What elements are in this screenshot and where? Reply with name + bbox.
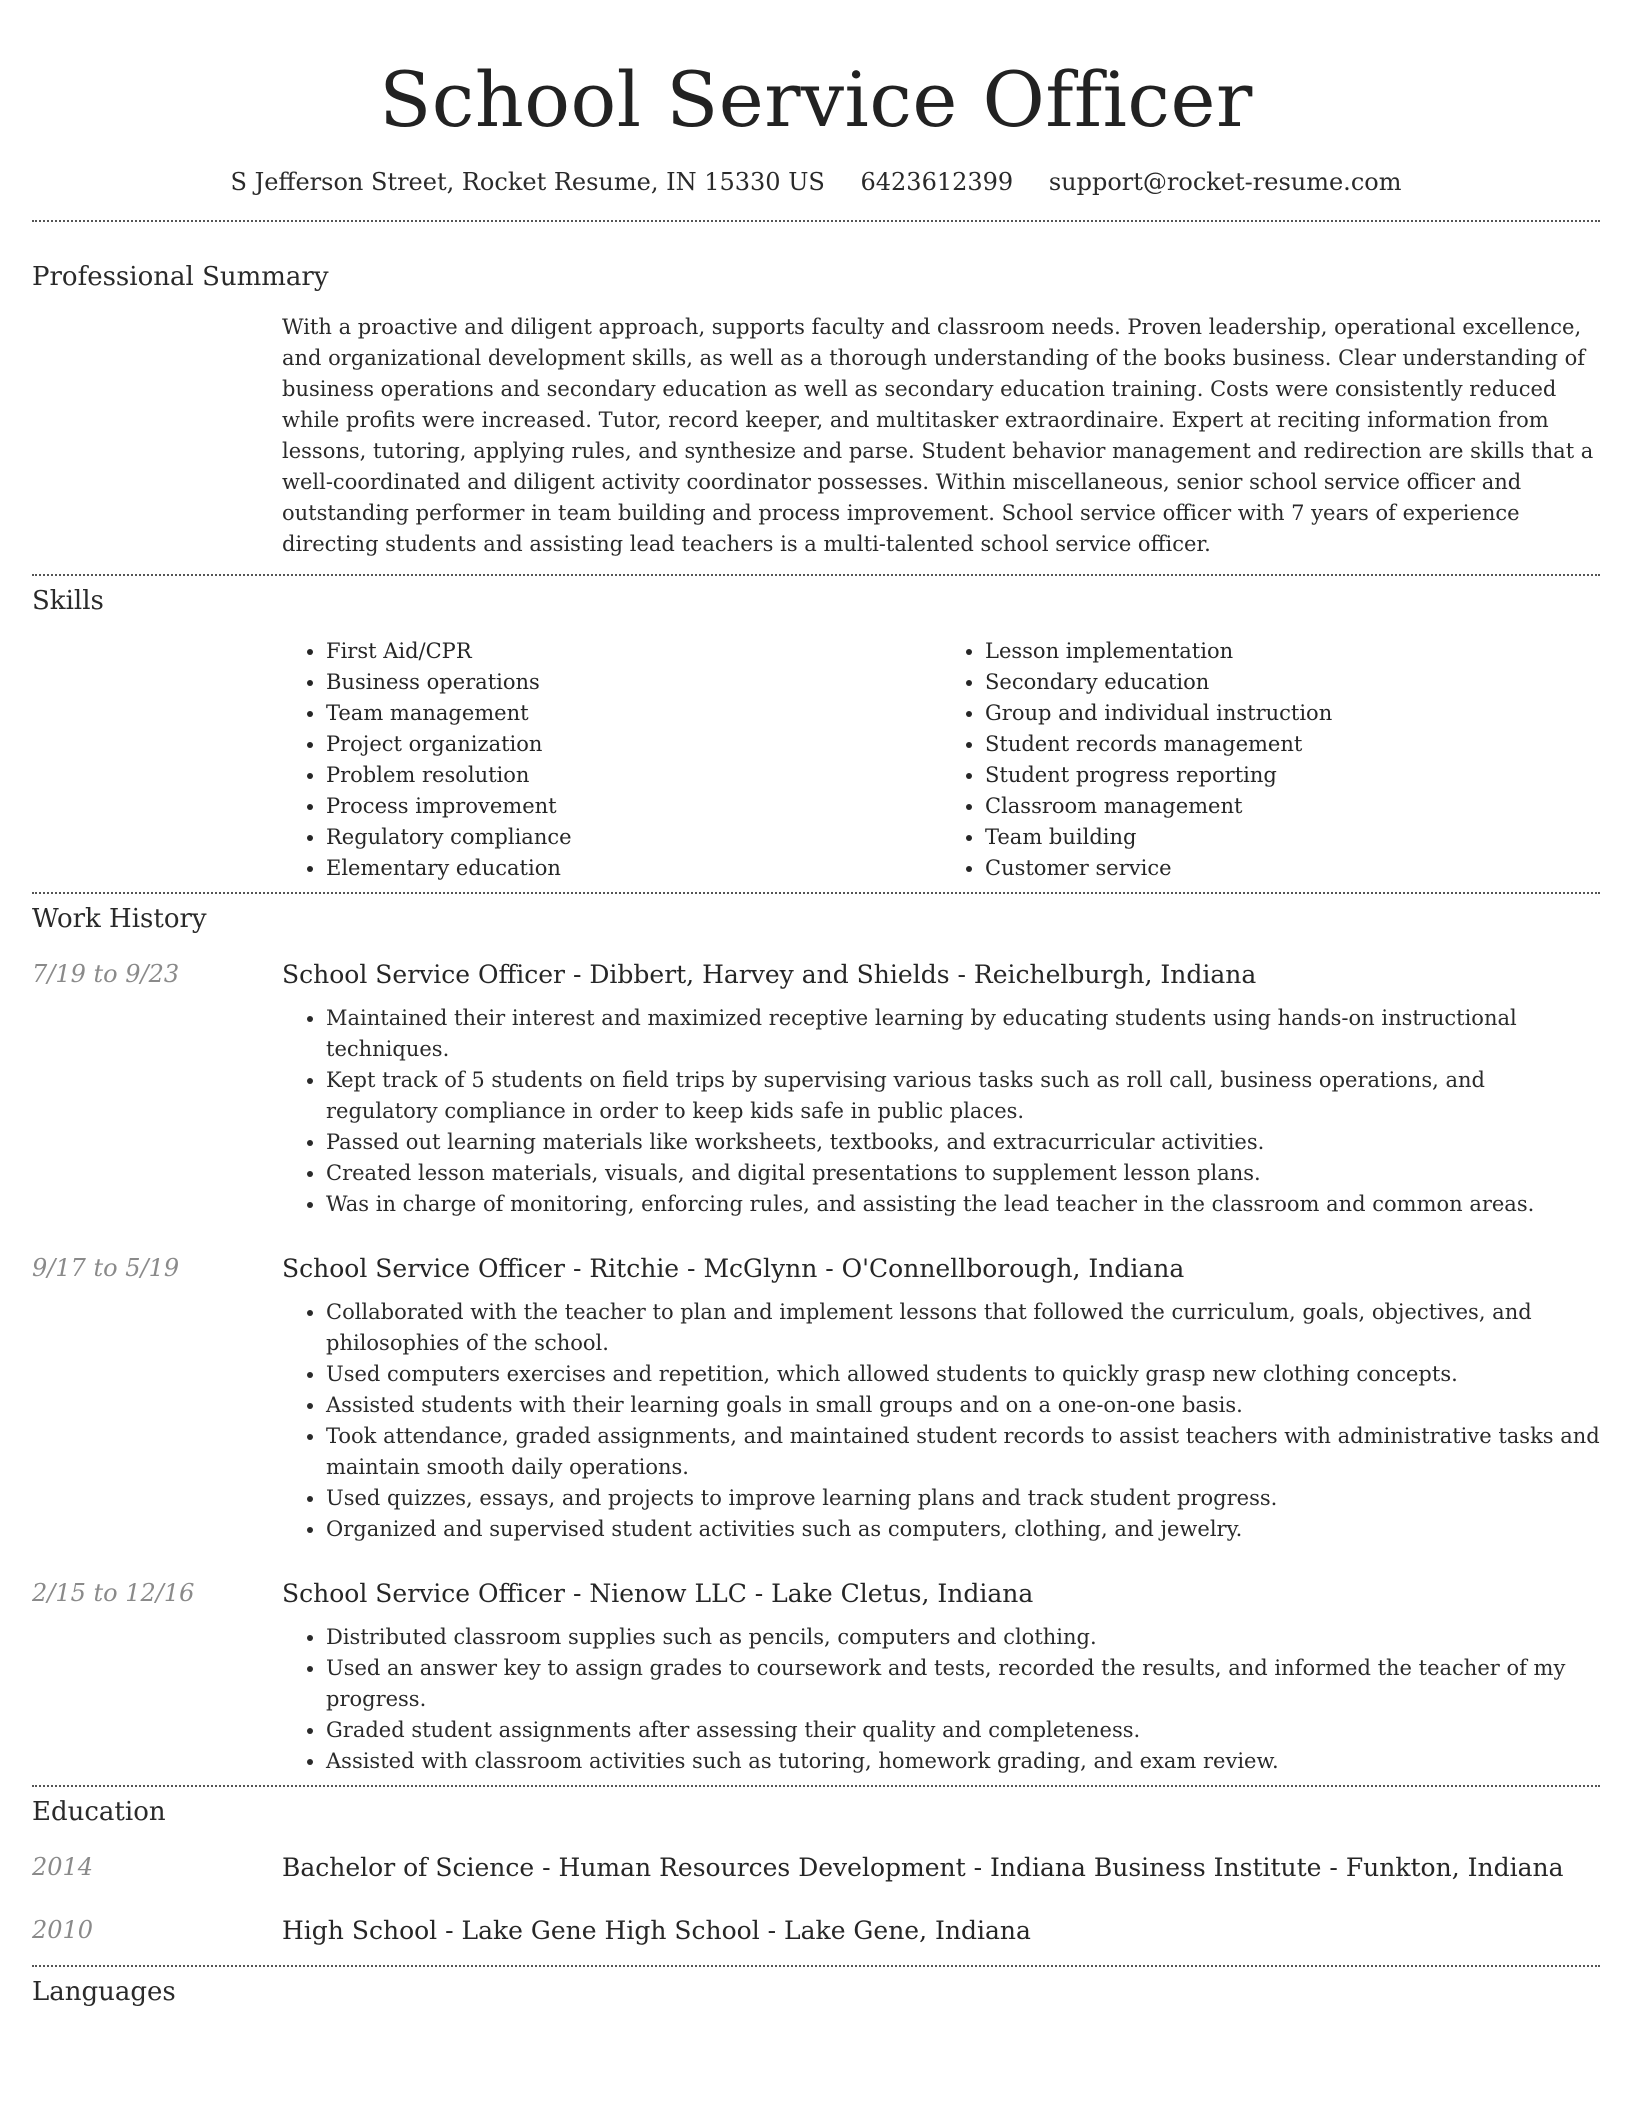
job-duty: • Took attendance, graded assignments, and maintained student records to assist teachers with administrative tasks and maintain smooth daily operations. — [326, 1421, 1600, 1483]
work-section — [32, 894, 1600, 1777]
skills-title: Skills — [32, 586, 104, 616]
job-duty: • Kept track of 5 students on field trips by supervising various tasks such as roll call, business operations, and regulatory compliance in order to keep kids safe in public places. — [326, 1065, 1600, 1127]
skill-item: • Group and individual instruction — [985, 698, 1600, 729]
job-duty: • Organized and supervised student activities such as computers, clothing, and jewelry. — [326, 1514, 1600, 1545]
job-title: School Service Officer - Nienow LLC - Lake Cletus, Indiana — [282, 1579, 1034, 1608]
job-duty: • Was in charge of monitoring, enforcing rules, and assisting the lead teacher in the classroom and common areas. — [326, 1189, 1600, 1220]
job-entry — [32, 1254, 1600, 1545]
contact-email: support@rocket-resume.com — [1048, 168, 1402, 196]
contact-line — [32, 168, 1600, 196]
skill-item: • Classroom management — [985, 791, 1600, 822]
education-title: Education — [32, 1797, 166, 1827]
job-entry — [32, 1579, 1600, 1777]
skill-item: • Elementary education — [326, 853, 941, 884]
job-duty: • Used computers exercises and repetition, which allowed students to quickly grasp new clothing concepts. — [326, 1359, 1600, 1390]
job-entry — [32, 960, 1600, 1220]
skill-item: • Student records management — [985, 729, 1600, 760]
job-duty: • Maintained their interest and maximized receptive learning by educating students using hands-on instructional techniques. — [326, 1003, 1600, 1065]
education-text: High School - Lake Gene High School - Lake Gene, Indiana — [282, 1916, 1031, 1945]
job-date: 2/15 to 12/16 — [32, 1579, 195, 1607]
skill-item: • Business operations — [326, 667, 941, 698]
skill-item: • Secondary education — [985, 667, 1600, 698]
summary-section — [32, 222, 1600, 560]
job-duty: • Used quizzes, essays, and projects to improve learning plans and track student progress. — [326, 1483, 1600, 1514]
education-section — [32, 1787, 1600, 1945]
job-date: 9/17 to 5/19 — [32, 1254, 180, 1282]
skill-item: • First Aid/CPR — [326, 636, 941, 667]
skills-column-left — [282, 636, 941, 884]
job-duty: • Passed out learning materials like worksheets, textbooks, and extracurricular activities. — [326, 1127, 1600, 1158]
contact-phone: 6423612399 — [860, 168, 1014, 196]
summary-text: With a proactive and diligent approach, supports faculty and classroom needs. Proven leadership, operational excellence, and organizational development skills, as well as a thorough understanding of the books business. Clear understanding of business operations and secondary education as well as secondary education training. Costs were consistently reduced while profits were increased. Tutor, record keeper, and multitasker extraordinaire. Expert at reciting information from lessons, tutoring, applying rules, and synthesize and parse. Student behavior management and redirection are skills that a well-coordinated and diligent activity coordinator possesses. Within miscellaneous, senior school service officer and outstanding performer in team building and process improvement. School service officer with 7 years of experience directing students and assisting lead teachers is a multi-talented school service officer. — [282, 315, 1594, 556]
resume-page — [32, 0, 1600, 2007]
job-duty: • Collaborated with the teacher to plan and implement lessons that followed the curriculum, goals, objectives, and philosophies of the school. — [326, 1297, 1600, 1359]
skill-item: • Team building — [985, 822, 1600, 853]
skill-item: • Lesson implementation — [985, 636, 1600, 667]
job-duty: • Assisted with classroom activities such as tutoring, homework grading, and exam review. — [326, 1746, 1600, 1777]
skill-item: • Process improvement — [326, 791, 941, 822]
skills-section — [32, 576, 1600, 884]
resume-name: School Service Officer — [379, 55, 1253, 144]
education-year: 2014 — [32, 1853, 94, 1881]
skill-item: • Regulatory compliance — [326, 822, 941, 853]
job-duties — [282, 1003, 1600, 1220]
skills-column-right — [941, 636, 1600, 884]
education-text: Bachelor of Science - Human Resources Development - Indiana Business Institute - Funkton, Indiana — [282, 1853, 1564, 1882]
work-title: Work History — [32, 904, 207, 934]
job-duties — [282, 1297, 1600, 1545]
job-duty: • Created lesson materials, visuals, and digital presentations to supplement lesson plans. — [326, 1158, 1600, 1189]
job-body — [282, 1254, 1600, 1545]
languages-section — [32, 1967, 1600, 2007]
summary-title: Professional Summary — [32, 262, 329, 292]
skill-item: • Customer service — [985, 853, 1600, 884]
job-duty: • Used an answer key to assign grades to coursework and tests, recorded the results, and informed the teacher of my progress. — [326, 1653, 1600, 1715]
skills-list — [282, 636, 1600, 884]
education-entry — [32, 1916, 1600, 1945]
skill-item: • Problem resolution — [326, 760, 941, 791]
job-date: 7/19 to 9/23 — [32, 960, 180, 988]
job-body — [282, 960, 1600, 1220]
skill-item: • Project organization — [326, 729, 941, 760]
job-body — [282, 1579, 1600, 1777]
job-title: School Service Officer - Ritchie - McGlynn - O'Connellborough, Indiana — [282, 1254, 1185, 1283]
job-duty: • Assisted students with their learning goals in small groups and on a one-on-one basis. — [326, 1390, 1600, 1421]
education-entry — [32, 1853, 1600, 1882]
job-duty: • Distributed classroom supplies such as pencils, computers and clothing. — [326, 1622, 1600, 1653]
contact-address: S Jefferson Street, Rocket Resume, IN 15330 US — [230, 168, 825, 196]
skill-item: • Team management — [326, 698, 941, 729]
education-year: 2010 — [32, 1916, 94, 1944]
job-duty: • Graded student assignments after assessing their quality and completeness. — [326, 1715, 1600, 1746]
skill-item: • Student progress reporting — [985, 760, 1600, 791]
resume-header — [32, 52, 1600, 196]
job-duties — [282, 1622, 1600, 1777]
job-title: School Service Officer - Dibbert, Harvey and Shields - Reichelburgh, Indiana — [282, 960, 1257, 989]
languages-title: Languages — [32, 1977, 176, 2007]
